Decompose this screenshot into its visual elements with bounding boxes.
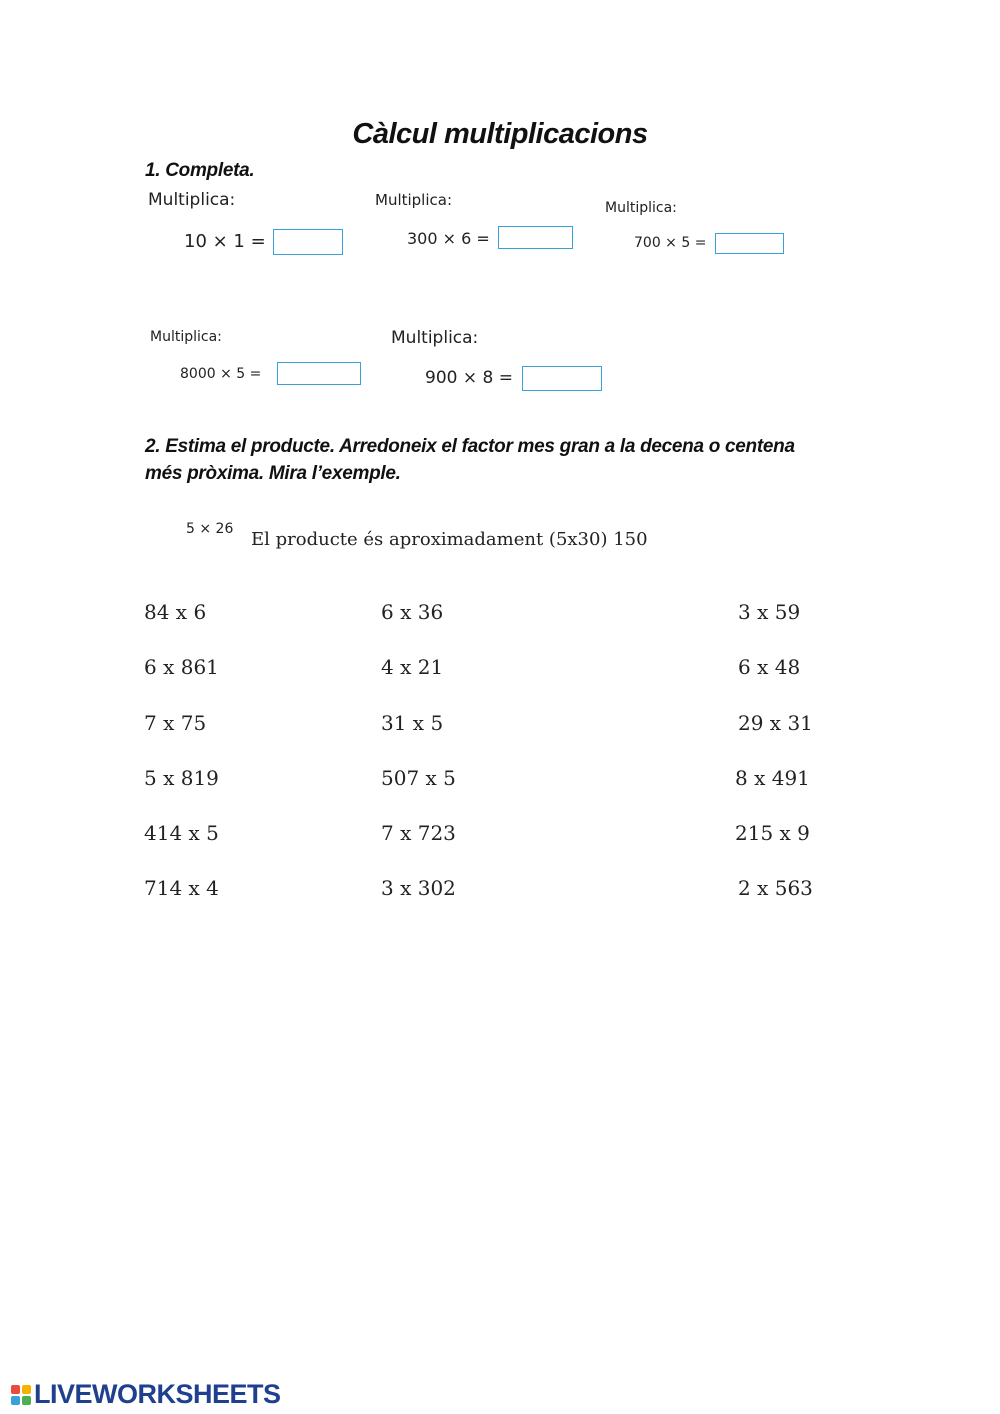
- exercise-expression: 900 × 8 =: [425, 368, 513, 388]
- page-title: Càlcul multiplicacions: [352, 118, 648, 150]
- exercise-label: Multiplica:: [375, 191, 453, 209]
- estimate-item: 84 x 6: [144, 600, 207, 624]
- exercise-label: Multiplica:: [148, 190, 236, 210]
- estimate-item: 3 x 302: [381, 876, 456, 900]
- estimate-item: 2 x 563: [738, 876, 813, 900]
- answer-box[interactable]: [522, 366, 602, 391]
- estimate-item: 4 x 21: [381, 655, 444, 679]
- estimate-item: 6 x 48: [738, 655, 801, 679]
- section-2-heading-line-2: més pròxima. Mira l’exemple.: [145, 463, 401, 484]
- footer-brand: [10, 1379, 281, 1410]
- estimate-item: 7 x 75: [144, 711, 207, 735]
- estimate-item: 8 x 491: [735, 766, 810, 790]
- example-text: El producte és aproximadament (5x30) 150: [251, 529, 648, 550]
- estimate-item: 714 x 4: [144, 876, 219, 900]
- answer-box[interactable]: [273, 229, 343, 255]
- exercise-expression: 700 × 5 =: [634, 235, 707, 251]
- estimate-item: 3 x 59: [738, 600, 801, 624]
- estimate-item: 215 x 9: [735, 821, 810, 845]
- brand-name: LIVEWORKSHEETS: [34, 1379, 281, 1409]
- section-1-heading: 1. Completa.: [145, 160, 255, 181]
- estimate-item: 507 x 5: [381, 766, 456, 790]
- exercise-expression: 300 × 6 =: [407, 229, 490, 248]
- estimate-item: 5 x 819: [144, 766, 219, 790]
- exercise-label: Multiplica:: [391, 328, 479, 348]
- section-2-heading-line-1: 2. Estima el producte. Arredoneix el factor mes gran a la decena o centena: [145, 436, 795, 457]
- exercise-label: Multiplica:: [605, 200, 677, 216]
- estimate-item: 7 x 723: [381, 821, 456, 845]
- liveworksheets-logo-icon: [10, 1383, 32, 1407]
- answer-box[interactable]: [277, 362, 361, 385]
- exercise-expression: 8000 × 5 =: [180, 366, 262, 382]
- answer-box[interactable]: [498, 226, 573, 249]
- estimate-item: 414 x 5: [144, 821, 219, 845]
- example-expression: 5 × 26: [186, 521, 234, 537]
- answer-box[interactable]: [715, 233, 784, 254]
- estimate-item: 6 x 36: [381, 600, 444, 624]
- exercise-expression: 10 × 1 =: [184, 231, 266, 252]
- estimate-item: 31 x 5: [381, 711, 444, 735]
- exercise-label: Multiplica:: [150, 329, 222, 345]
- estimate-item: 29 x 31: [738, 711, 813, 735]
- estimate-item: 6 x 861: [144, 655, 219, 679]
